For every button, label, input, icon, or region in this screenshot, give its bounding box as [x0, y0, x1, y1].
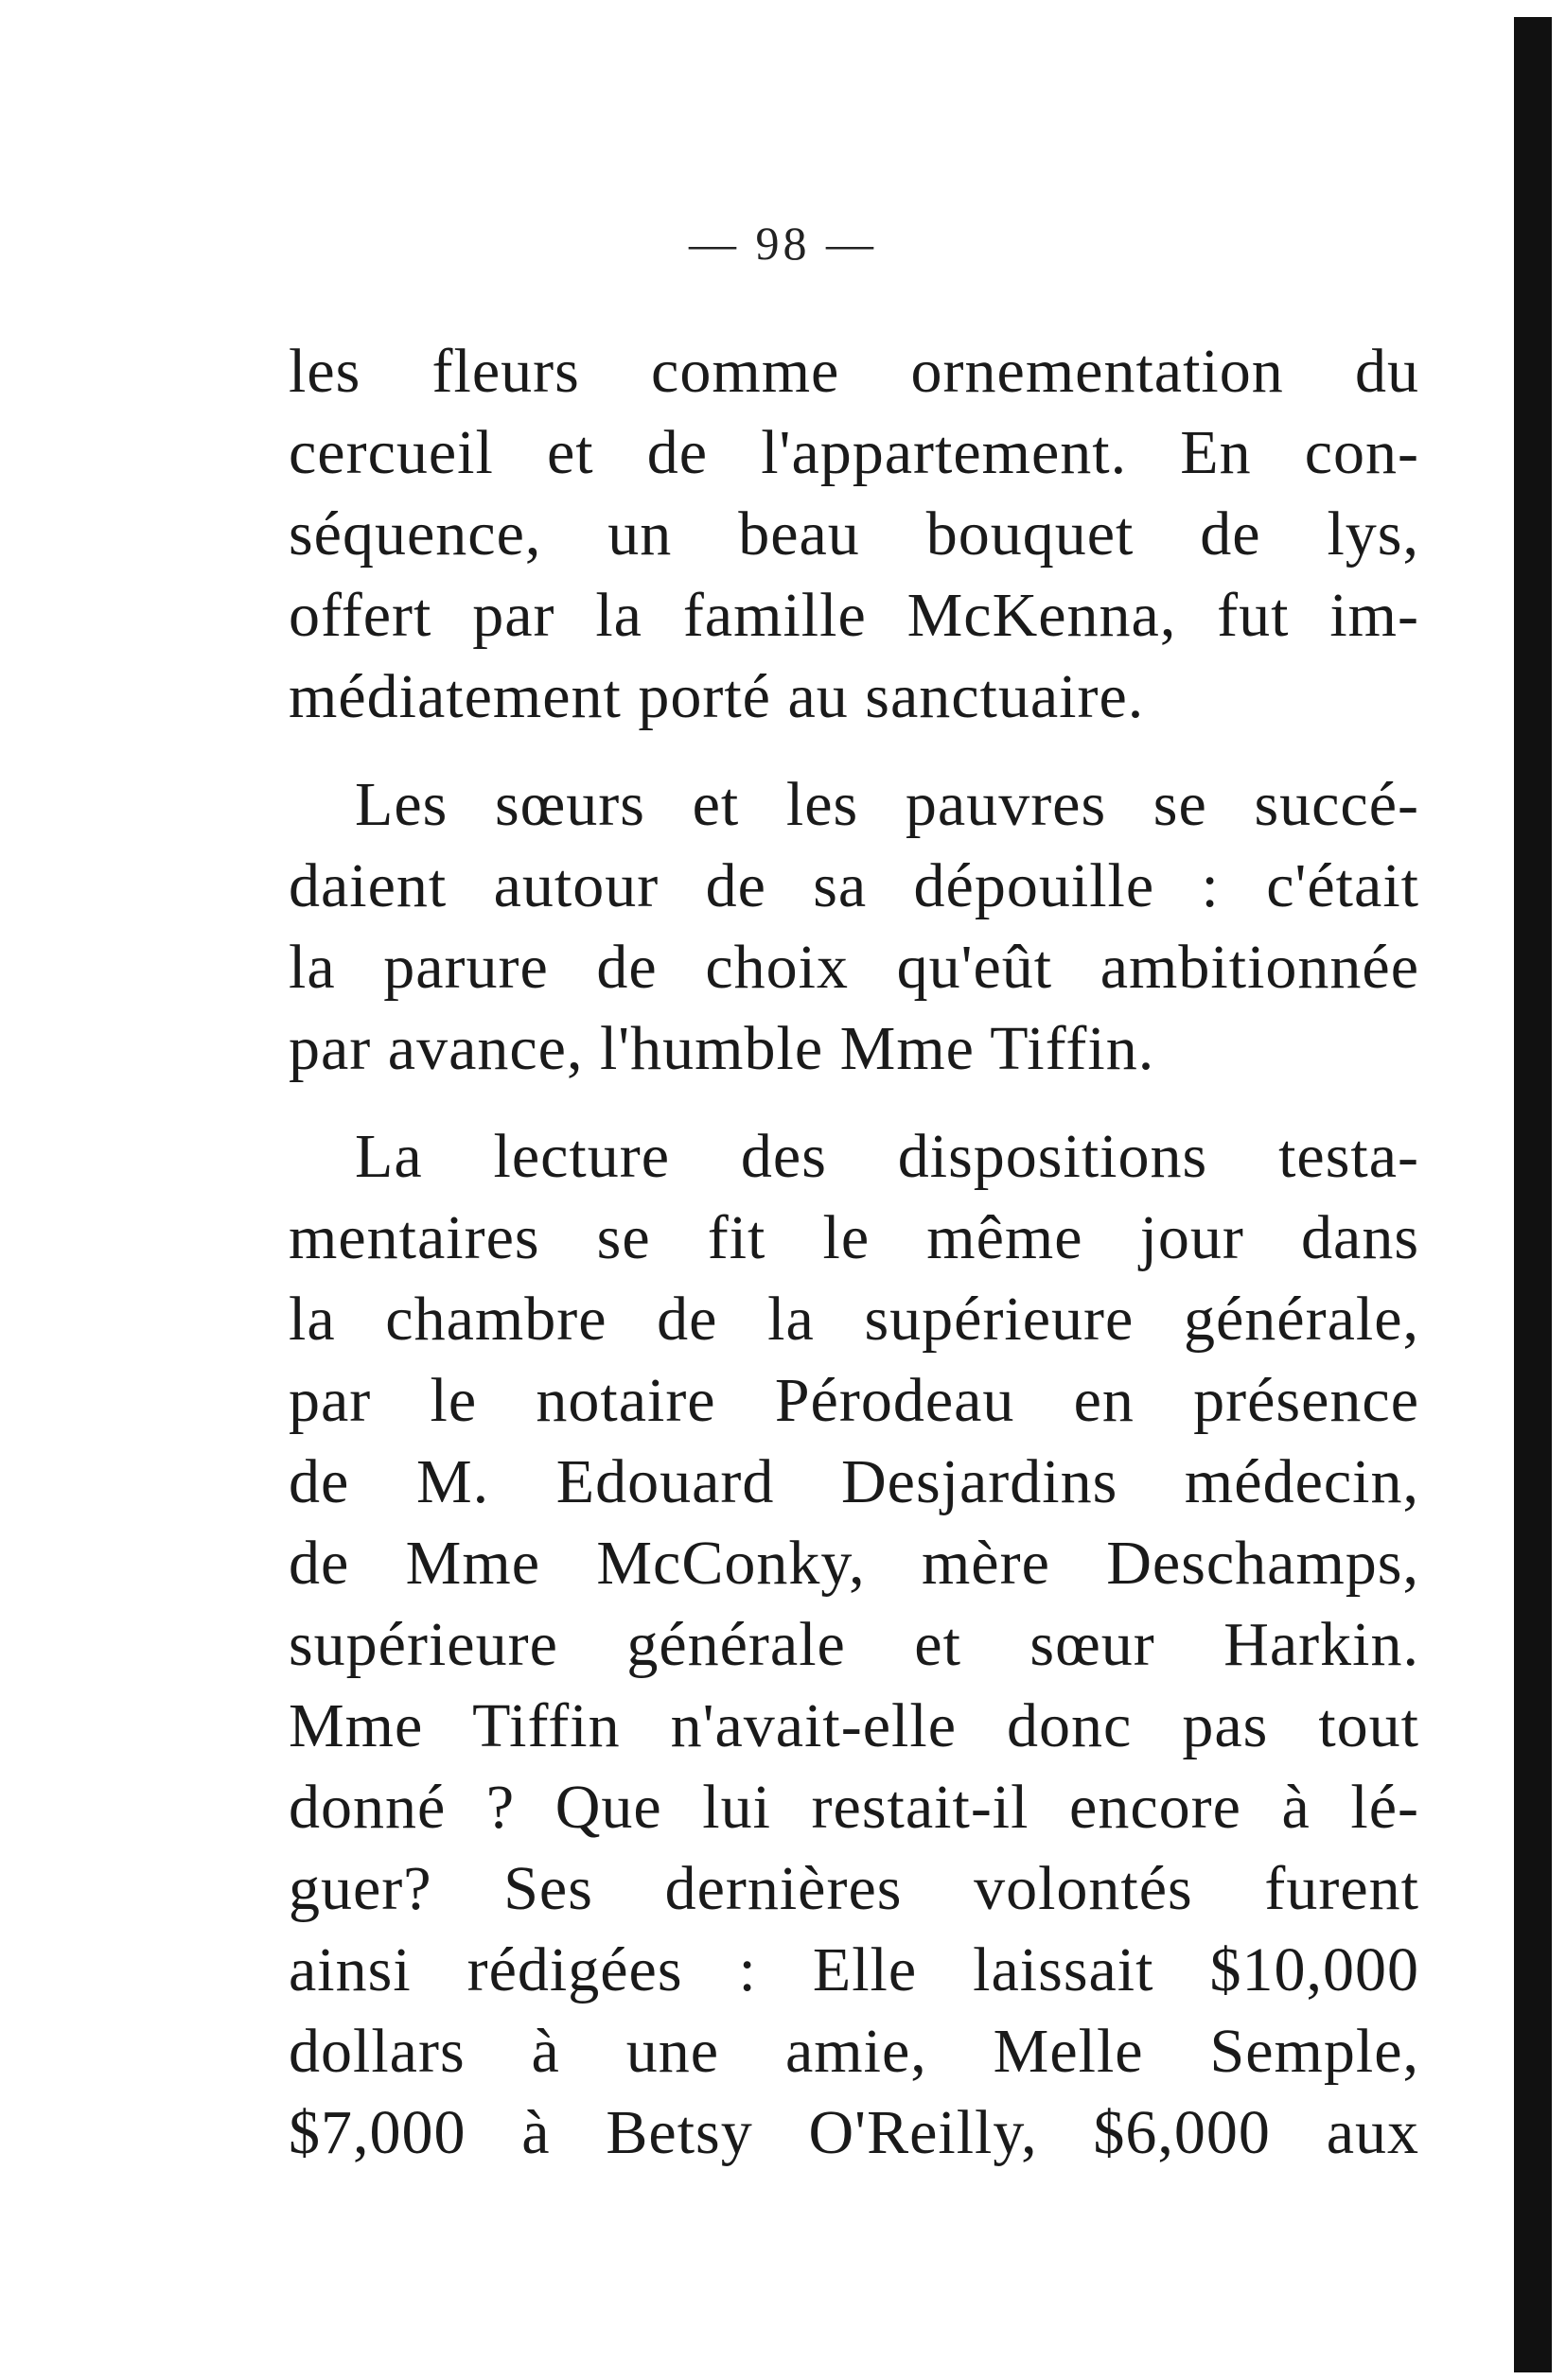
text-line: par avance, l'humble Mme Tiffin.: [289, 1014, 1155, 1083]
text-line: supérieure générale et sœur Harkin.: [289, 1610, 1419, 1679]
text-line: guer? Ses dernières volontés furent: [289, 1854, 1419, 1923]
text-line: Mme Tiffin n'avait-elle donc pas tout: [289, 1691, 1419, 1760]
body-text: [289, 331, 1419, 2174]
text-line: de Mme McConky, mère Deschamps,: [289, 1529, 1419, 1598]
text-line: séquence, un beau bouquet de lys,: [289, 499, 1419, 569]
text-line: Les sœurs et les pauvres se succé-: [355, 770, 1419, 839]
text-line: les fleurs comme ornementation du: [289, 337, 1419, 406]
text-line: La lecture des dispositions testa-: [355, 1122, 1419, 1191]
text-line: la parure de choix qu'eût ambitionnée: [289, 933, 1419, 1002]
text-line: donné ? Que lui restait-il encore à lé-: [289, 1773, 1419, 1842]
text-line: daient autour de sa dépouille : c'était: [289, 851, 1419, 920]
text-line: ainsi rédigées : Elle laissait $10,000: [289, 1935, 1419, 2004]
paragraph-gap: [289, 1090, 1419, 1116]
text-line: $7,000 à Betsy O'Reilly, $6,000 aux: [289, 2098, 1419, 2167]
text-line: de M. Edouard Desjardins médecin,: [289, 1447, 1419, 1516]
text-line: médiatement porté au sanctuaire.: [289, 662, 1145, 731]
text-line: offert par la famille McKenna, fut im-: [289, 581, 1419, 650]
scan-edge-bar: [1514, 17, 1552, 2372]
text-line: cercueil et de l'appartement. En con-: [289, 418, 1419, 487]
text-line: mentaires se fit le même jour dans: [289, 1203, 1419, 1272]
paragraph-gap: [289, 738, 1419, 764]
text-line: la chambre de la supérieure générale,: [289, 1285, 1419, 1354]
text-line: dollars à une amie, Melle Semple,: [289, 2017, 1419, 2086]
text-line: par le notaire Pérodeau en présence: [289, 1366, 1419, 1435]
page-number: — 98 —: [689, 217, 877, 270]
